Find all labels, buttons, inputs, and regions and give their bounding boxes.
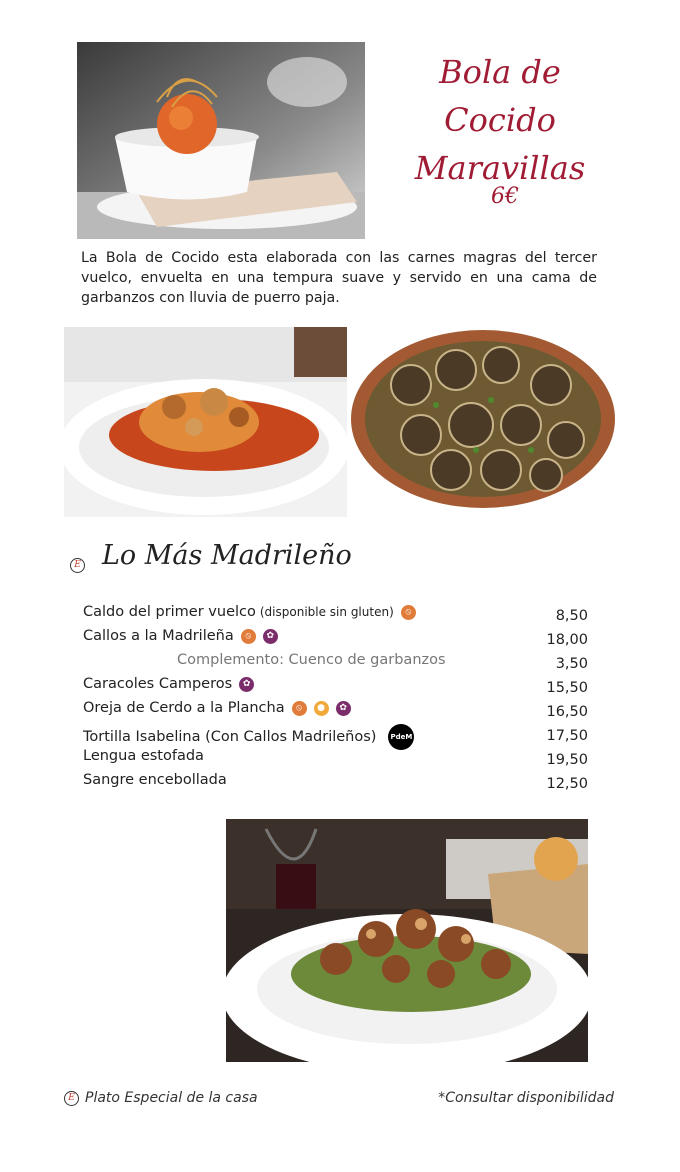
menu-item-name: Complemento: Cuenco de garbanzos: [177, 652, 446, 668]
footer-legend: [64, 1090, 258, 1106]
menu-item-name: Sangre encebollada: [83, 772, 227, 788]
menu-item-price: 17,50: [546, 728, 588, 744]
menu-item-price: 16,50: [546, 704, 588, 720]
footer-availability-note: *Consultar disponibilidad: [438, 1090, 614, 1106]
dish-sauce-photo: [64, 327, 347, 517]
gluten-free-icon: ⦸: [292, 701, 307, 716]
feature-description: La Bola de Cocido esta elaborada con las carnes magras del tercer vuelco, envuelta en una tempura suave y servido en una cama de garbanzos con lluvia de puerro paja.: [81, 250, 597, 306]
gluten-free-icon: ⦸: [241, 629, 256, 644]
menu-item: [83, 748, 588, 772]
menu-item: [83, 604, 588, 628]
menu-item-note: (disponible sin gluten): [259, 605, 394, 619]
feature-price: 6€: [491, 184, 519, 209]
allergen-icon: ✿: [336, 701, 351, 716]
pdem-badge-icon: PdeM: [388, 724, 414, 750]
gluten-free-icon: ⦸: [401, 605, 416, 620]
menu-item: [83, 772, 588, 796]
section-title: Lo Más Madrileño: [102, 540, 352, 571]
menu-item: [83, 700, 588, 724]
allergen-icon: ✿: [239, 677, 254, 692]
menu-item: [83, 628, 588, 652]
feature-title: Bola de Cocido Maravillas: [414, 53, 586, 187]
menu-item-price: 18,00: [546, 632, 588, 648]
menu-item-name: Lengua estofada: [83, 748, 204, 764]
menu-item-price: 19,50: [546, 752, 588, 768]
menu-list: [83, 604, 588, 796]
menu-item-price: 12,50: [546, 776, 588, 792]
menu-item-complement: [83, 652, 588, 676]
caracoles-photo: [351, 330, 616, 508]
special-dish-badge-icon: E: [64, 1091, 79, 1106]
menu-item-name: Callos a la Madrileña: [83, 628, 234, 644]
menu-item-name: Tortilla Isabelina (Con Callos Madrileños): [83, 729, 377, 745]
menu-item-price: 3,50: [555, 656, 588, 672]
special-dish-badge-icon: E: [70, 558, 85, 573]
menu-item-price: 15,50: [546, 680, 588, 696]
egg-allergen-icon: ●: [314, 701, 329, 716]
menu-item: [83, 724, 588, 748]
menu-item-name: Caldo del primer vuelco: [83, 604, 256, 620]
menu-item-name: Oreja de Cerdo a la Plancha: [83, 700, 285, 716]
bola-cocido-photo: [77, 42, 365, 239]
dish-salad-photo: [226, 819, 588, 1062]
menu-item-price: 8,50: [555, 608, 588, 624]
allergen-icon: ✿: [263, 629, 278, 644]
menu-item-name: Caracoles Camperos: [83, 676, 233, 692]
menu-item: [83, 676, 588, 700]
footer-legend-text: Plato Especial de la casa: [85, 1090, 258, 1106]
